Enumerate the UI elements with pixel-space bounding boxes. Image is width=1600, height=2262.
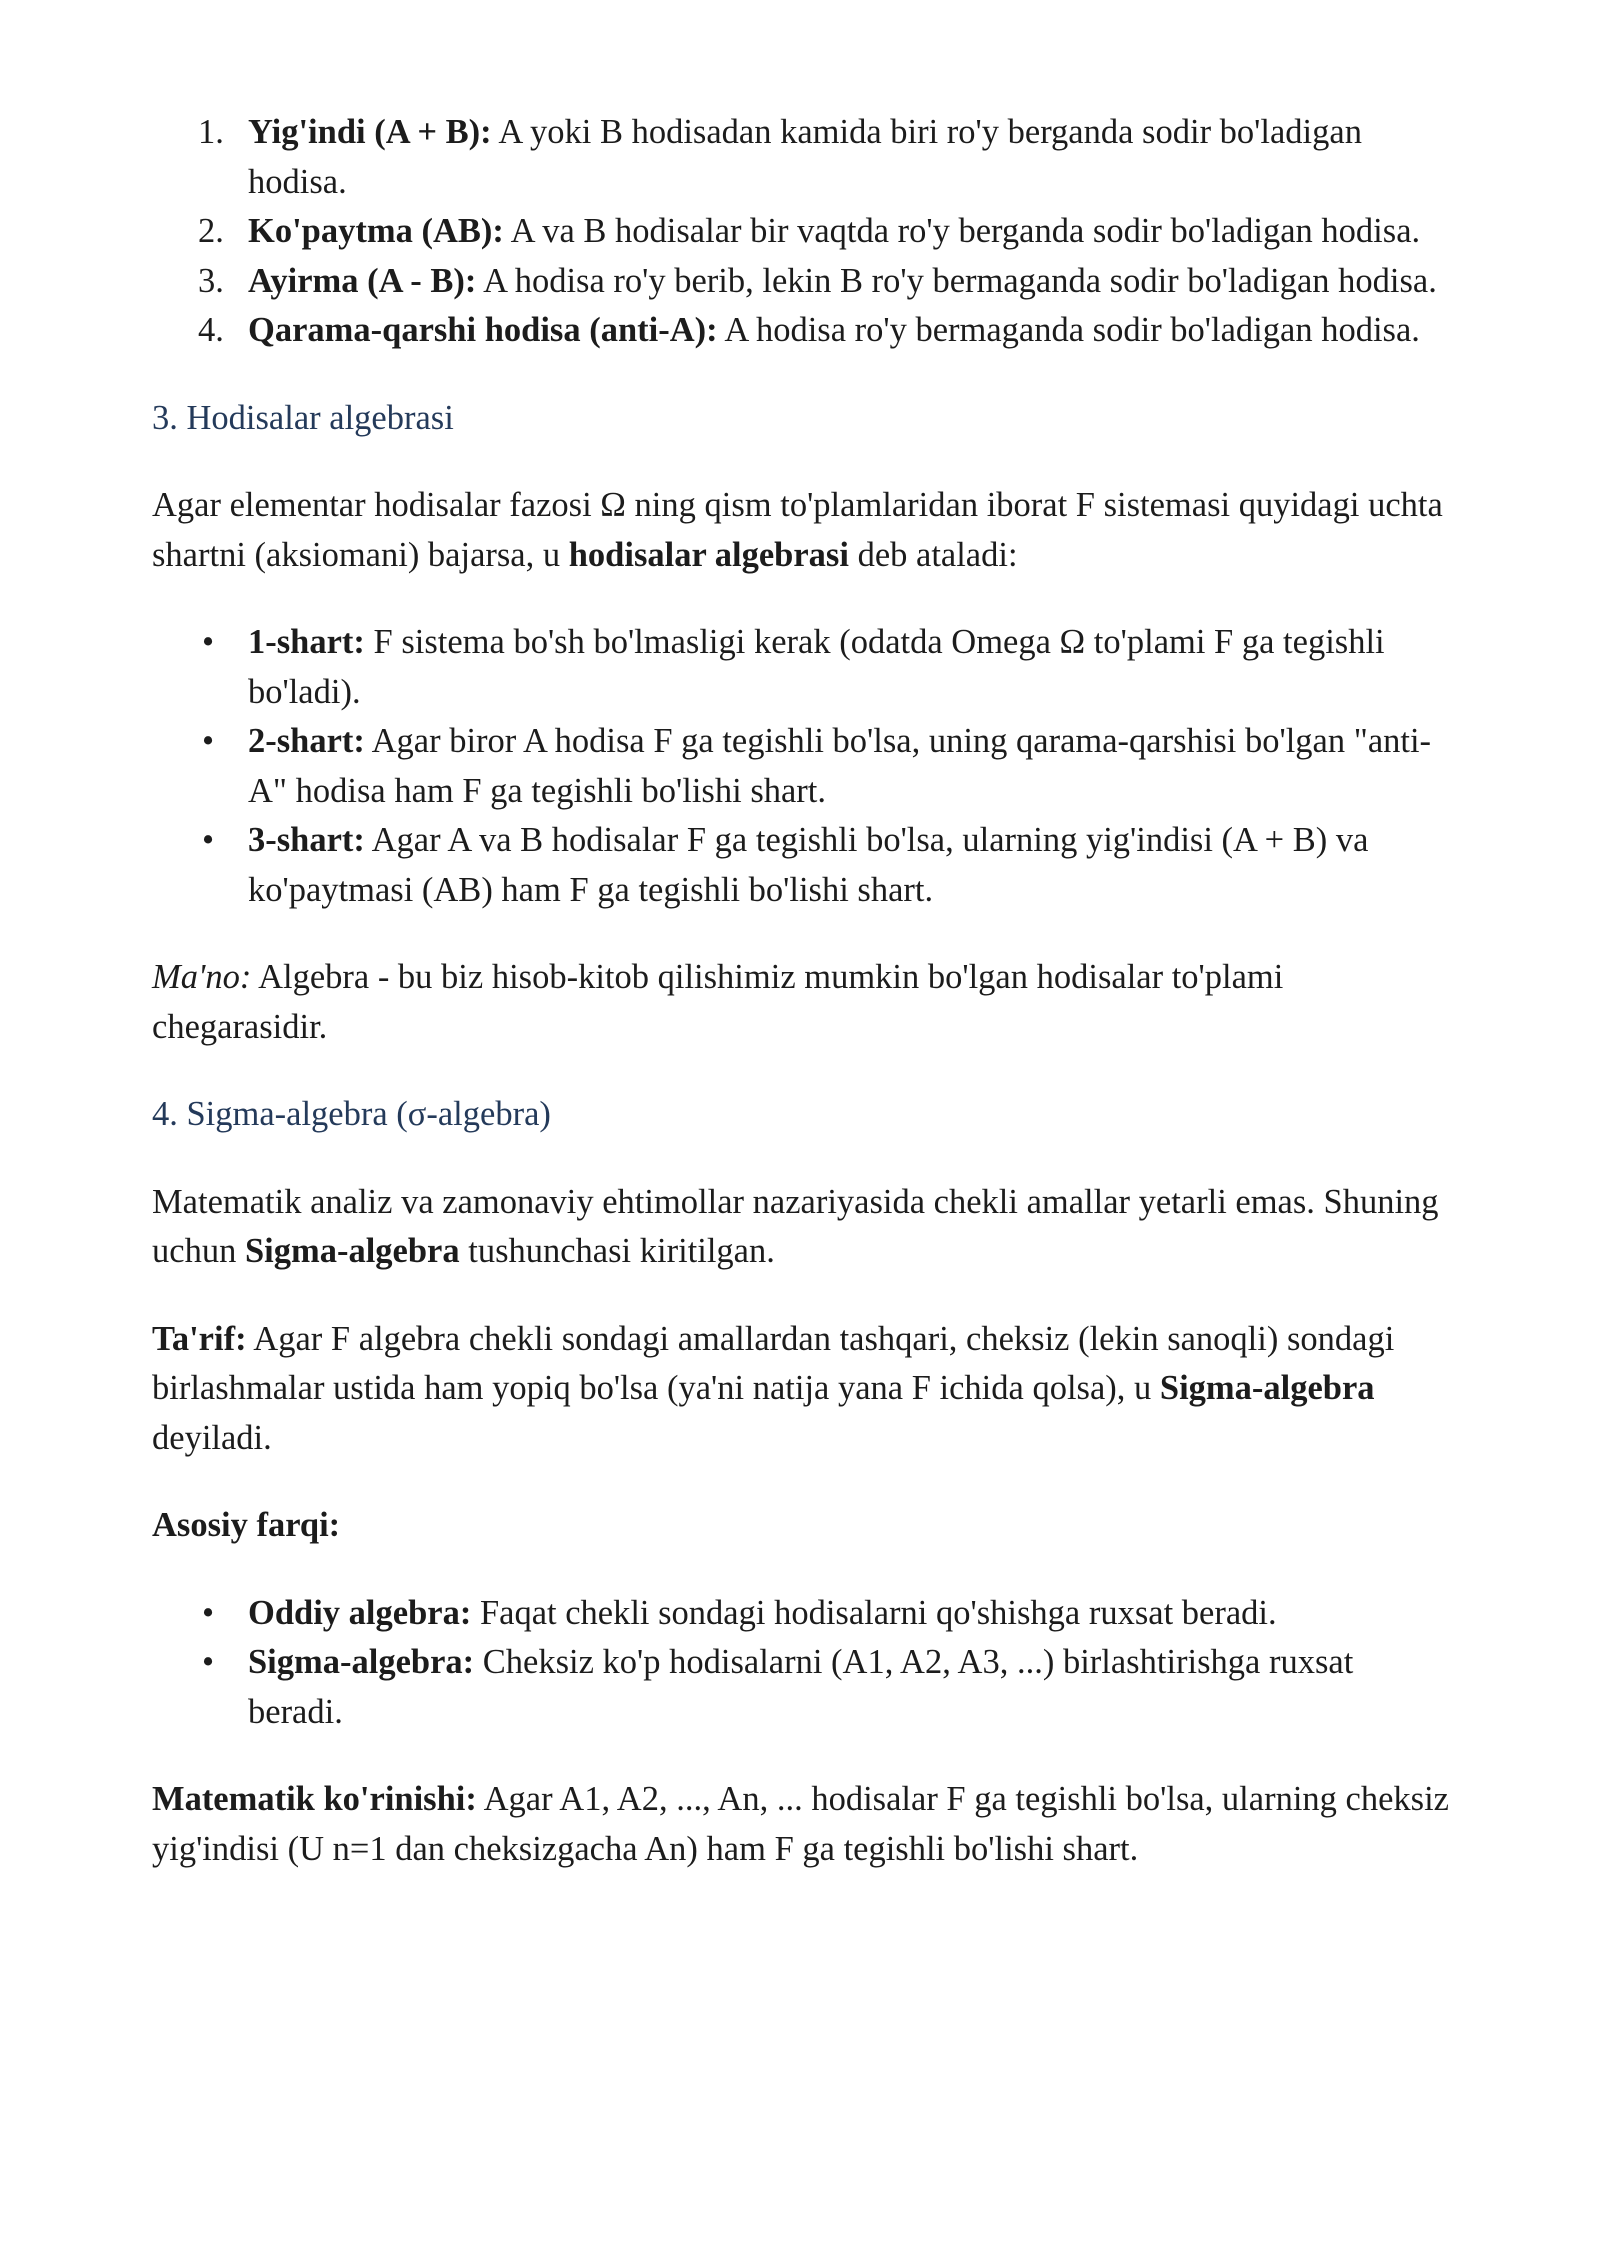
term-text: A hodisa ro'y bermaganda sodir bo'ladigan hodisa. xyxy=(717,311,1420,349)
section4-intro xyxy=(152,1178,1452,1277)
definition-text: Agar F algebra chekli sondagi amallardan tashqari, cheksiz (lekin sanoqli) sondagi birlashmalar ustida ham yopiq bo'lsa (ya'ni natija yana F ichida qolsa), u xyxy=(152,1319,1395,1407)
difference-text: Cheksiz ko'p hodisalarni (A1, A2, A3, ...) birlashtirishga ruxsat beradi. xyxy=(248,1643,1354,1731)
differences-list xyxy=(152,1589,1452,1738)
list-item xyxy=(248,306,1452,356)
intro-after: deb ataladi: xyxy=(848,535,1018,574)
term-label: Ko'paytma (AB): xyxy=(248,212,504,250)
term-text: A yoki B hodisadan kamida biri ro'y berganda sodir bo'ladigan hodisa. xyxy=(248,113,1362,201)
section-heading-3: 3. Hodisalar algebrasi xyxy=(152,398,454,437)
meaning-text: Algebra - bu biz hisob-kitob qilishimiz mumkin bo'lgan hodisalar to'plami chegarasidir. xyxy=(152,958,1284,1046)
definition-after: deyiladi. xyxy=(152,1418,272,1457)
document-page xyxy=(152,108,1452,1874)
difference-text: Faqat chekli sondagi hodisalarni qo'shishga ruxsat beradi. xyxy=(471,1593,1277,1632)
term-label: Ayirma (A - B): xyxy=(248,261,477,300)
definition-label: Ta'rif: xyxy=(152,1319,247,1358)
difference-heading xyxy=(152,1501,1452,1551)
condition-label: 3-shart: xyxy=(248,821,365,859)
condition-label: 2-shart: xyxy=(248,722,365,760)
list-item xyxy=(248,1638,1452,1737)
term-label: Qarama-qarshi hodisa (anti-A): xyxy=(248,311,718,349)
math-label: Matematik ko'rinishi: xyxy=(152,1780,477,1818)
condition-label: 1-shart: xyxy=(248,623,365,661)
meaning-label: Ma'no: xyxy=(152,958,252,996)
operations-list xyxy=(152,108,1452,356)
list-item xyxy=(248,108,1452,207)
list-item xyxy=(248,1589,1452,1639)
difference-heading-label: Asosiy farqi: xyxy=(152,1506,341,1544)
list-item xyxy=(248,207,1452,257)
intro-after: tushunchasi kiritilgan. xyxy=(459,1232,775,1270)
term-text: A va B hodisalar bir vaqtda ro'y berganda sodir bo'ladigan hodisa. xyxy=(503,212,1421,250)
definition-paragraph xyxy=(152,1315,1452,1464)
condition-text: Agar biror A hodisa F ga tegishli bo'lsa, uning qarama-qarshisi bo'lgan "anti-A" hodisa ham F ga tegishli bo'lishi shart. xyxy=(248,722,1432,810)
list-item xyxy=(248,257,1452,307)
intro-text: Matematik analiz va zamonaviy ehtimollar nazariyasida chekli amallar yetarli emas. Shuning uchun xyxy=(152,1182,1439,1270)
conditions-list xyxy=(152,618,1452,915)
condition-text: F sistema bo'sh bo'lmasligi kerak (odatda Omega Ω to'plami F ga tegishli bo'ladi). xyxy=(248,623,1385,711)
term-text: A hodisa ro'y berib, lekin B ro'y bermaganda sodir bo'ladigan hodisa. xyxy=(476,261,1437,300)
definition-bold: Sigma-algebra xyxy=(1159,1369,1375,1407)
math-paragraph xyxy=(152,1775,1452,1874)
section3-intro xyxy=(152,481,1452,580)
difference-label: Sigma-algebra: xyxy=(248,1643,475,1681)
meaning-paragraph xyxy=(152,953,1452,1052)
intro-text: Agar elementar hodisalar fazosi Ω ning qism to'plamlaridan iborat F sistemasi quyidagi uchta shartni (aksiomani) bajarsa, u xyxy=(152,486,1443,574)
section-heading-4: 4. Sigma-algebra (σ-algebra) xyxy=(152,1095,551,1133)
intro-bold: hodisalar algebrasi xyxy=(568,535,849,574)
intro-bold: Sigma-algebra xyxy=(244,1232,460,1270)
math-text: Agar A1, A2, ..., An, ... hodisalar F ga tegishli bo'lsa, ularning cheksiz yig'indisi (U n=1 dan cheksizgacha An) ham F ga tegishli bo'lishi shart. xyxy=(152,1780,1449,1868)
difference-label: Oddiy algebra: xyxy=(248,1593,472,1632)
condition-text: Agar A va B hodisalar F ga tegishli bo'lsa, ularning yig'indisi (A + B) va ko'paytmasi (AB) ham F ga tegishli bo'lishi shart. xyxy=(248,821,1369,909)
list-item xyxy=(248,618,1452,717)
term-label: Yig'indi (A + B): xyxy=(248,113,492,151)
list-item xyxy=(248,717,1452,816)
list-item xyxy=(248,816,1452,915)
